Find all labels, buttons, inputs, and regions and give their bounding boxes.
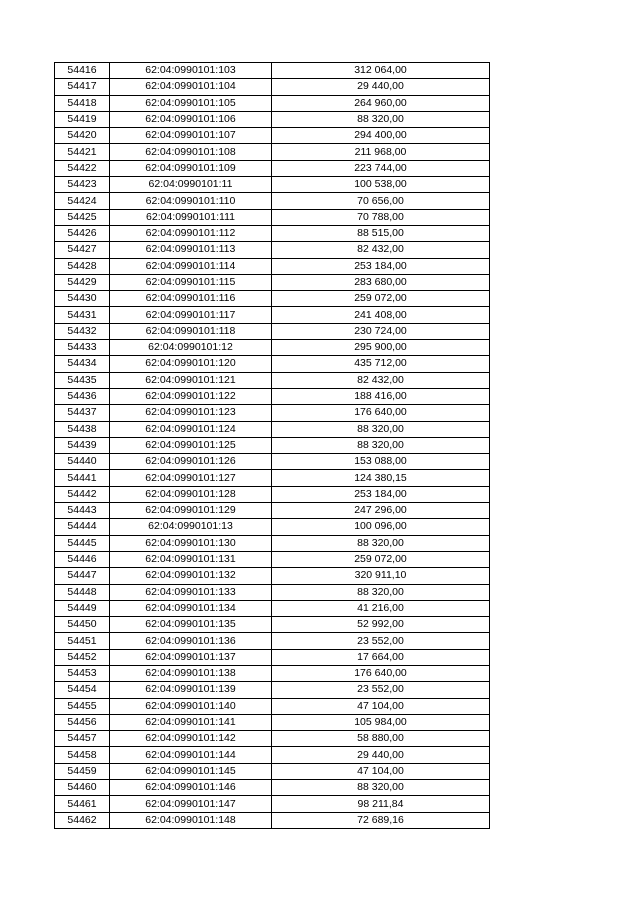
row-number-cell: 54420 — [55, 128, 110, 144]
value-cell: 47 104,00 — [272, 698, 490, 714]
cadastral-number-cell: 62:04:0990101:103 — [110, 63, 272, 79]
row-number-cell: 54431 — [55, 307, 110, 323]
value-cell: 29 440,00 — [272, 747, 490, 763]
value-cell: 105 984,00 — [272, 714, 490, 730]
table-row — [55, 388, 490, 404]
row-number-cell: 54457 — [55, 731, 110, 747]
row-number-cell: 54435 — [55, 372, 110, 388]
row-number-cell: 54445 — [55, 535, 110, 551]
value-cell: 88 320,00 — [272, 584, 490, 600]
table-row — [55, 144, 490, 160]
cadastral-number-cell: 62:04:0990101:108 — [110, 144, 272, 160]
row-number-cell: 54437 — [55, 405, 110, 421]
table-row — [55, 291, 490, 307]
cadastral-number-cell: 62:04:0990101:122 — [110, 388, 272, 404]
cadastral-number-cell: 62:04:0990101:104 — [110, 79, 272, 95]
value-cell: 29 440,00 — [272, 79, 490, 95]
cadastral-number-cell: 62:04:0990101:106 — [110, 111, 272, 127]
cadastral-number-cell: 62:04:0990101:112 — [110, 225, 272, 241]
value-cell: 82 432,00 — [272, 372, 490, 388]
table-row — [55, 519, 490, 535]
value-cell: 47 104,00 — [272, 763, 490, 779]
value-cell: 294 400,00 — [272, 128, 490, 144]
value-cell: 88 320,00 — [272, 535, 490, 551]
row-number-cell: 54428 — [55, 258, 110, 274]
value-cell: 283 680,00 — [272, 274, 490, 290]
value-cell: 70 788,00 — [272, 209, 490, 225]
cadastral-number-cell: 62:04:0990101:139 — [110, 682, 272, 698]
table-row — [55, 747, 490, 763]
table-row — [55, 356, 490, 372]
value-cell: 295 900,00 — [272, 340, 490, 356]
value-cell: 41 216,00 — [272, 600, 490, 616]
row-number-cell: 54432 — [55, 323, 110, 339]
value-cell: 223 744,00 — [272, 160, 490, 176]
row-number-cell: 54443 — [55, 503, 110, 519]
cadastral-value-table — [54, 62, 490, 829]
cadastral-number-cell: 62:04:0990101:138 — [110, 665, 272, 681]
row-number-cell: 54454 — [55, 682, 110, 698]
table-row — [55, 714, 490, 730]
table-row — [55, 503, 490, 519]
cadastral-number-cell: 62:04:0990101:126 — [110, 454, 272, 470]
row-number-cell: 54444 — [55, 519, 110, 535]
table-row — [55, 177, 490, 193]
row-number-cell: 54419 — [55, 111, 110, 127]
cadastral-number-cell: 62:04:0990101:132 — [110, 568, 272, 584]
table-row — [55, 486, 490, 502]
cadastral-number-cell: 62:04:0990101:125 — [110, 437, 272, 453]
row-number-cell: 54416 — [55, 63, 110, 79]
cadastral-number-cell: 62:04:0990101:135 — [110, 617, 272, 633]
value-cell: 259 072,00 — [272, 551, 490, 567]
row-number-cell: 54442 — [55, 486, 110, 502]
table-row — [55, 731, 490, 747]
cadastral-number-cell: 62:04:0990101:128 — [110, 486, 272, 502]
row-number-cell: 54449 — [55, 600, 110, 616]
table-row — [55, 600, 490, 616]
cadastral-number-cell: 62:04:0990101:12 — [110, 340, 272, 356]
value-cell: 52 992,00 — [272, 617, 490, 633]
value-cell: 88 320,00 — [272, 421, 490, 437]
cadastral-number-cell: 62:04:0990101:111 — [110, 209, 272, 225]
table-row — [55, 405, 490, 421]
value-cell: 253 184,00 — [272, 486, 490, 502]
document-page — [54, 62, 486, 829]
table-row — [55, 209, 490, 225]
cadastral-number-cell: 62:04:0990101:110 — [110, 193, 272, 209]
value-cell: 58 880,00 — [272, 731, 490, 747]
table-row — [55, 568, 490, 584]
cadastral-number-cell: 62:04:0990101:105 — [110, 95, 272, 111]
table-row — [55, 633, 490, 649]
table-row — [55, 698, 490, 714]
value-cell: 320 911,10 — [272, 568, 490, 584]
row-number-cell: 54440 — [55, 454, 110, 470]
table-row — [55, 128, 490, 144]
cadastral-number-cell: 62:04:0990101:144 — [110, 747, 272, 763]
table-row — [55, 763, 490, 779]
value-cell: 17 664,00 — [272, 649, 490, 665]
cadastral-number-cell: 62:04:0990101:117 — [110, 307, 272, 323]
cadastral-number-cell: 62:04:0990101:115 — [110, 274, 272, 290]
value-cell: 259 072,00 — [272, 291, 490, 307]
table-row — [55, 584, 490, 600]
value-cell: 264 960,00 — [272, 95, 490, 111]
table-row — [55, 242, 490, 258]
value-cell: 88 515,00 — [272, 225, 490, 241]
row-number-cell: 54448 — [55, 584, 110, 600]
cadastral-number-cell: 62:04:0990101:141 — [110, 714, 272, 730]
value-cell: 82 432,00 — [272, 242, 490, 258]
cadastral-number-cell: 62:04:0990101:130 — [110, 535, 272, 551]
row-number-cell: 54421 — [55, 144, 110, 160]
value-cell: 23 552,00 — [272, 633, 490, 649]
value-cell: 176 640,00 — [272, 665, 490, 681]
cadastral-number-cell: 62:04:0990101:123 — [110, 405, 272, 421]
cadastral-number-cell: 62:04:0990101:142 — [110, 731, 272, 747]
table-row — [55, 470, 490, 486]
cadastral-number-cell: 62:04:0990101:11 — [110, 177, 272, 193]
table-row — [55, 454, 490, 470]
row-number-cell: 54451 — [55, 633, 110, 649]
table-row — [55, 617, 490, 633]
row-number-cell: 54458 — [55, 747, 110, 763]
cadastral-number-cell: 62:04:0990101:133 — [110, 584, 272, 600]
row-number-cell: 54450 — [55, 617, 110, 633]
cadastral-number-cell: 62:04:0990101:121 — [110, 372, 272, 388]
row-number-cell: 54425 — [55, 209, 110, 225]
cadastral-number-cell: 62:04:0990101:148 — [110, 812, 272, 828]
table-row — [55, 193, 490, 209]
table-row — [55, 160, 490, 176]
row-number-cell: 54447 — [55, 568, 110, 584]
table-row — [55, 340, 490, 356]
table-row — [55, 95, 490, 111]
table-row — [55, 63, 490, 79]
cadastral-number-cell: 62:04:0990101:146 — [110, 780, 272, 796]
value-cell: 88 320,00 — [272, 111, 490, 127]
value-cell: 247 296,00 — [272, 503, 490, 519]
cadastral-number-cell: 62:04:0990101:118 — [110, 323, 272, 339]
table-row — [55, 812, 490, 828]
row-number-cell: 54417 — [55, 79, 110, 95]
value-cell: 211 968,00 — [272, 144, 490, 160]
row-number-cell: 54452 — [55, 649, 110, 665]
value-cell: 100 538,00 — [272, 177, 490, 193]
cadastral-number-cell: 62:04:0990101:13 — [110, 519, 272, 535]
value-cell: 312 064,00 — [272, 63, 490, 79]
row-number-cell: 54423 — [55, 177, 110, 193]
row-number-cell: 54459 — [55, 763, 110, 779]
cadastral-number-cell: 62:04:0990101:137 — [110, 649, 272, 665]
table-row — [55, 274, 490, 290]
value-cell: 124 380,15 — [272, 470, 490, 486]
row-number-cell: 54426 — [55, 225, 110, 241]
cadastral-number-cell: 62:04:0990101:147 — [110, 796, 272, 812]
table-row — [55, 111, 490, 127]
row-number-cell: 54456 — [55, 714, 110, 730]
table-row — [55, 323, 490, 339]
cadastral-number-cell: 62:04:0990101:113 — [110, 242, 272, 258]
value-cell: 188 416,00 — [272, 388, 490, 404]
value-cell: 435 712,00 — [272, 356, 490, 372]
row-number-cell: 54422 — [55, 160, 110, 176]
row-number-cell: 54429 — [55, 274, 110, 290]
row-number-cell: 54434 — [55, 356, 110, 372]
table-row — [55, 225, 490, 241]
table-row — [55, 307, 490, 323]
cadastral-number-cell: 62:04:0990101:145 — [110, 763, 272, 779]
cadastral-number-cell: 62:04:0990101:134 — [110, 600, 272, 616]
row-number-cell: 54460 — [55, 780, 110, 796]
value-cell: 241 408,00 — [272, 307, 490, 323]
value-cell: 88 320,00 — [272, 437, 490, 453]
value-cell: 100 096,00 — [272, 519, 490, 535]
row-number-cell: 54438 — [55, 421, 110, 437]
table-row — [55, 780, 490, 796]
row-number-cell: 54441 — [55, 470, 110, 486]
value-cell: 153 088,00 — [272, 454, 490, 470]
cadastral-number-cell: 62:04:0990101:129 — [110, 503, 272, 519]
row-number-cell: 54436 — [55, 388, 110, 404]
value-cell: 72 689,16 — [272, 812, 490, 828]
table-row — [55, 372, 490, 388]
row-number-cell: 54439 — [55, 437, 110, 453]
table-row — [55, 535, 490, 551]
value-cell: 23 552,00 — [272, 682, 490, 698]
cadastral-number-cell: 62:04:0990101:131 — [110, 551, 272, 567]
cadastral-number-cell: 62:04:0990101:116 — [110, 291, 272, 307]
cadastral-number-cell: 62:04:0990101:114 — [110, 258, 272, 274]
row-number-cell: 54430 — [55, 291, 110, 307]
table-row — [55, 665, 490, 681]
value-cell: 88 320,00 — [272, 780, 490, 796]
table-row — [55, 258, 490, 274]
cadastral-number-cell: 62:04:0990101:140 — [110, 698, 272, 714]
table-row — [55, 437, 490, 453]
cadastral-number-cell: 62:04:0990101:120 — [110, 356, 272, 372]
row-number-cell: 54461 — [55, 796, 110, 812]
cadastral-number-cell: 62:04:0990101:109 — [110, 160, 272, 176]
table-row — [55, 649, 490, 665]
row-number-cell: 54418 — [55, 95, 110, 111]
table-row — [55, 79, 490, 95]
row-number-cell: 54424 — [55, 193, 110, 209]
row-number-cell: 54455 — [55, 698, 110, 714]
cadastral-number-cell: 62:04:0990101:124 — [110, 421, 272, 437]
value-cell: 70 656,00 — [272, 193, 490, 209]
value-cell: 230 724,00 — [272, 323, 490, 339]
table-row — [55, 421, 490, 437]
row-number-cell: 54462 — [55, 812, 110, 828]
row-number-cell: 54433 — [55, 340, 110, 356]
table-row — [55, 796, 490, 812]
table-row — [55, 551, 490, 567]
value-cell: 176 640,00 — [272, 405, 490, 421]
cadastral-number-cell: 62:04:0990101:107 — [110, 128, 272, 144]
cadastral-number-cell: 62:04:0990101:127 — [110, 470, 272, 486]
value-cell: 253 184,00 — [272, 258, 490, 274]
row-number-cell: 54446 — [55, 551, 110, 567]
cadastral-number-cell: 62:04:0990101:136 — [110, 633, 272, 649]
row-number-cell: 54427 — [55, 242, 110, 258]
table-row — [55, 682, 490, 698]
table-body — [55, 63, 490, 829]
row-number-cell: 54453 — [55, 665, 110, 681]
value-cell: 98 211,84 — [272, 796, 490, 812]
